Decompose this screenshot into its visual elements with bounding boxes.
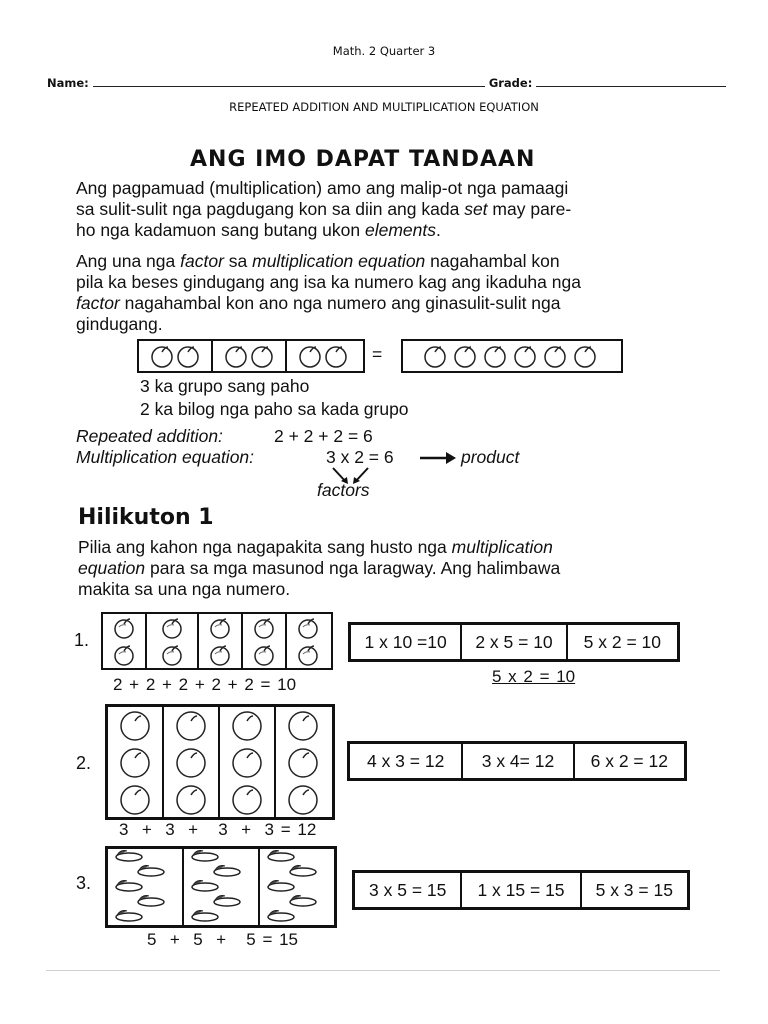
fruit-group xyxy=(164,707,220,817)
fruit-group xyxy=(199,614,243,668)
apple-icon xyxy=(481,344,509,368)
apple-icon xyxy=(451,344,479,368)
name-label: Name: xyxy=(47,76,89,90)
fruit-group xyxy=(243,614,287,668)
choice-option[interactable]: 2 x 5 = 10 xyxy=(462,625,567,659)
instruction-line: equation para sa mga masunod nga laragway. Ang halimbawa xyxy=(78,558,561,578)
item-3-choices xyxy=(352,870,690,910)
grouped-fruit-strip xyxy=(137,339,365,373)
item-number: 1. xyxy=(74,630,90,650)
apple-icon xyxy=(119,709,151,741)
para1-line: Ang pagpamuad (multiplication) amo ang malip-ot nga pamaagi xyxy=(76,178,569,198)
fruit-group xyxy=(260,849,334,925)
name-row xyxy=(47,74,726,90)
orange-icon xyxy=(297,617,319,639)
activity-instructions xyxy=(78,537,718,600)
choice-option[interactable]: 1 x 10 =10 xyxy=(351,625,462,659)
instruction-line: Pilia ang kahon nga nagapakita sang husto nga multiplication xyxy=(78,537,553,557)
orange-icon xyxy=(161,644,183,666)
para1-line: sa sulit-sulit nga pagdugang kon sa diin ang kada set may pare- xyxy=(76,199,572,219)
item-number: 3. xyxy=(76,873,92,893)
para2-line: factor nagahambal kon ano nga numero ang ginasulit-sulit nga xyxy=(76,293,561,313)
orange-icon xyxy=(161,617,183,639)
lesson-paragraph-1 xyxy=(76,178,716,241)
apple-icon xyxy=(119,783,151,815)
orange-icon xyxy=(297,644,319,666)
grade-label: Grade: xyxy=(488,76,533,90)
multiplication-equation: 3 x 2 = 6 xyxy=(326,447,394,467)
worksheet-title: Math. 2 Quarter 3 xyxy=(332,44,436,58)
apple-icon xyxy=(231,709,263,741)
apple-icon xyxy=(250,344,274,368)
lesson-paragraph-2 xyxy=(76,251,736,335)
mango-icon xyxy=(136,895,166,909)
mango-icon xyxy=(136,865,166,879)
apple-icon xyxy=(175,709,207,741)
apple-icon xyxy=(231,783,263,815)
mango-icon xyxy=(190,910,220,924)
fruit-group xyxy=(103,614,147,668)
apple-icon xyxy=(287,709,319,741)
apple-icon xyxy=(175,783,207,815)
product-label: product xyxy=(461,447,520,467)
fruit-group xyxy=(287,341,359,371)
apple-icon xyxy=(119,746,151,778)
para2-line: Ang una nga factor sa multiplication equation nagahambal kon xyxy=(76,251,560,271)
orange-icon xyxy=(113,644,135,666)
para2-line: pila ka beses gindugang ang isa ka numero kag ang ikaduha nga xyxy=(76,272,581,292)
per-group-line: 2 ka bilog nga paho sa kada grupo xyxy=(140,399,409,419)
lesson-heading: ANG IMO DAPAT TANDAAN xyxy=(190,147,536,172)
apple-icon xyxy=(231,746,263,778)
mango-icon xyxy=(114,880,144,894)
item-number: 2. xyxy=(76,753,92,773)
item-addition: 5 + 5 + 5 = 15 xyxy=(147,930,299,949)
fruit-group xyxy=(220,707,276,817)
mango-icon xyxy=(212,865,242,879)
name-field[interactable] xyxy=(93,74,485,87)
apple-icon xyxy=(224,344,248,368)
mango-icon xyxy=(190,850,220,864)
apple-icon xyxy=(287,783,319,815)
combined-fruit-strip xyxy=(401,339,623,373)
choice-option[interactable]: 4 x 3 = 12 xyxy=(350,744,463,778)
item-1-picture xyxy=(101,612,333,670)
para2-line: gindugang. xyxy=(76,314,163,334)
choice-option[interactable]: 5 x 3 = 15 xyxy=(595,879,673,900)
footer-divider xyxy=(46,970,720,971)
mango-icon xyxy=(266,880,296,894)
multiplication-label: Multiplication equation: xyxy=(76,447,255,467)
apple-icon xyxy=(421,344,449,368)
repeated-addition-equation: 2 + 2 + 2 = 6 xyxy=(274,426,373,446)
example-answer: 5 x 2 = 10 xyxy=(492,667,576,686)
choice-option[interactable]: 5 x 2 = 10 xyxy=(583,631,662,652)
apple-icon xyxy=(324,344,348,368)
item-2-choices xyxy=(347,741,687,781)
item-addition: 3 + 3 + 3 + 3 = 12 xyxy=(119,820,317,839)
equals-sign: = xyxy=(372,344,383,364)
fruit-group xyxy=(287,614,329,668)
apple-icon xyxy=(287,746,319,778)
choice-option[interactable]: 1 x 15 = 15 xyxy=(462,873,581,907)
repeated-addition-label: Repeated addition: xyxy=(76,426,223,446)
fruit-group xyxy=(184,849,260,925)
orange-icon xyxy=(209,617,231,639)
grade-field[interactable] xyxy=(536,74,726,87)
instruction-line: makita sa una nga numero. xyxy=(78,579,291,599)
mango-icon xyxy=(114,910,144,924)
worksheet-subtitle: REPEATED ADDITION AND MULTIPLICATION EQUATION xyxy=(229,100,539,114)
choice-option[interactable]: 3 x 5 = 15 xyxy=(355,873,462,907)
apple-icon xyxy=(511,344,539,368)
orange-icon xyxy=(113,617,135,639)
fruit-group xyxy=(147,614,199,668)
fruit-total xyxy=(403,341,617,371)
factors-label: factors xyxy=(317,480,370,500)
mango-icon xyxy=(288,895,318,909)
item-2-picture xyxy=(105,704,335,820)
fruit-group xyxy=(139,341,213,371)
arrow-right-icon xyxy=(418,450,458,466)
activity-heading: Hilikuton 1 xyxy=(78,505,214,530)
orange-icon xyxy=(253,617,275,639)
apple-icon xyxy=(298,344,322,368)
fruit-group xyxy=(108,849,184,925)
mango-icon xyxy=(190,880,220,894)
apple-icon xyxy=(150,344,174,368)
fruit-group xyxy=(276,707,330,817)
item-addition: 2 + 2 + 2 + 2 + 2 = 10 xyxy=(113,675,297,694)
item-1-choices xyxy=(348,622,680,662)
fruit-group xyxy=(108,707,164,817)
mango-icon xyxy=(266,850,296,864)
orange-icon xyxy=(253,644,275,666)
mango-icon xyxy=(212,895,242,909)
choice-option[interactable]: 3 x 4= 12 xyxy=(463,744,574,778)
choice-option[interactable]: 6 x 2 = 12 xyxy=(590,750,668,771)
apple-icon xyxy=(541,344,569,368)
para1-line: ho nga kadamuon sang butang ukon elements. xyxy=(76,220,441,240)
apple-icon xyxy=(175,746,207,778)
apple-icon xyxy=(571,344,599,368)
mango-icon xyxy=(288,865,318,879)
mango-icon xyxy=(266,910,296,924)
item-3-picture xyxy=(105,846,337,928)
orange-icon xyxy=(209,644,231,666)
apple-icon xyxy=(176,344,200,368)
mango-icon xyxy=(114,850,144,864)
fruit-group xyxy=(213,341,287,371)
groups-line: 3 ka grupo sang paho xyxy=(140,376,310,396)
